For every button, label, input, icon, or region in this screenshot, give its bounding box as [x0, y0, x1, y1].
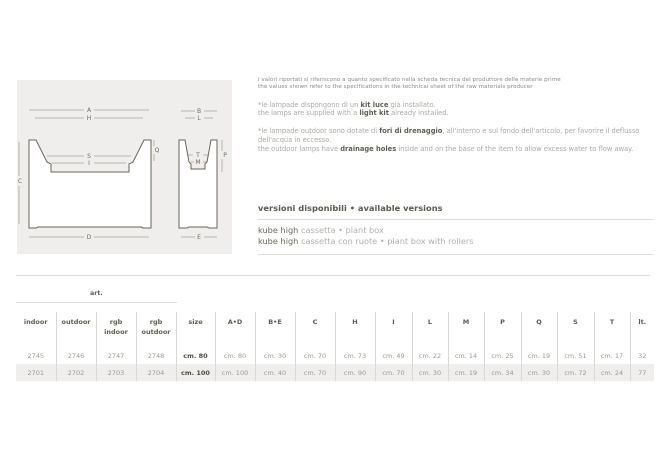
cell: cm. 72 [557, 364, 594, 381]
kit-it-text-end: già installato. [388, 100, 436, 109]
cell: cm. 70 [375, 364, 412, 381]
cell: 2745 [27, 351, 45, 360]
cell: cm. 40 [255, 364, 295, 381]
cell: cm. 70 [295, 347, 335, 364]
label-m: M [195, 159, 201, 166]
drain-en-bold: drainage holes [340, 144, 397, 153]
light-kit-note [258, 101, 653, 119]
header-lt: lt. [630, 312, 654, 347]
cell: cm. 24 [594, 364, 630, 381]
cell: cm. 22 [412, 347, 448, 364]
table-row [16, 347, 654, 364]
label-p: P [223, 152, 227, 159]
label-c: C [17, 178, 23, 185]
cell: cm. 100 [215, 364, 255, 381]
cell: cm. 51 [557, 347, 594, 364]
version-name: kube high [258, 225, 299, 235]
version-item [258, 236, 474, 247]
kit-en-bold: light kit [359, 109, 389, 118]
version-name: kube high [258, 236, 299, 246]
spec-table [16, 312, 654, 381]
kit-it-bold: kit luce [360, 100, 389, 109]
cell: cm. 73 [335, 347, 375, 364]
header-c: C [295, 312, 335, 347]
cell: 2748 [136, 347, 176, 364]
header-t: T [594, 312, 630, 347]
cell: cm. 17 [594, 347, 630, 364]
cell: cm. 30 [521, 364, 557, 381]
header-h: H [335, 312, 375, 347]
cell: cm. 19 [521, 347, 557, 364]
label-i: I [88, 160, 90, 167]
cell-size: cm. 80 [176, 347, 215, 364]
versions-title: versioni disponibili • available versions [258, 203, 443, 213]
divider [16, 275, 650, 276]
cell: cm. 70 [295, 364, 335, 381]
label-q: Q [154, 147, 160, 154]
cell: cm. 80 [215, 347, 255, 364]
divider [16, 302, 177, 303]
cell: cm. 14 [448, 347, 484, 364]
art-label: art. [90, 290, 103, 297]
cell: cm. 30 [255, 347, 295, 364]
header-rgb-indoor: rgb indoor [96, 312, 136, 347]
divider [258, 219, 653, 220]
cell: 2704 [136, 364, 176, 381]
cell: cm. 90 [335, 364, 375, 381]
header-l: L [412, 312, 448, 347]
cell: cm. 19 [448, 364, 484, 381]
version-item [258, 225, 474, 236]
cell: 2747 [96, 347, 136, 364]
header-b-e: B•E [255, 312, 295, 347]
drain-en-text-end: inside and on the base of the item to allow excess water to flow away. [396, 144, 634, 153]
kit-en-text: the lamps are supplied with a [258, 109, 360, 118]
drain-it-text: *le lampade outdoor sono dotate di [258, 127, 380, 136]
divider [258, 254, 653, 255]
header-i: I [375, 312, 412, 347]
notes-block [258, 77, 653, 154]
dimension-drawing [17, 80, 232, 254]
cell: 2701 [16, 364, 56, 381]
cell: 2746 [56, 347, 96, 364]
cell: 2702 [56, 364, 96, 381]
label-a: A [86, 107, 92, 114]
label-e: E [197, 234, 201, 241]
version-desc: cassetta • plant box [298, 225, 384, 235]
materials-note-en: the values shown refer to the specifications in the technical sheet of the raw materials producer [258, 84, 533, 91]
cell: 2703 [96, 364, 136, 381]
drain-it-text-end: , all'interno e sul fondo dell'articolo, per favorire il deflusso dell'acqua in eccesso. [258, 127, 640, 144]
drain-en-text: the outdoor lamps have [258, 144, 341, 153]
cell: cm. 49 [375, 347, 412, 364]
header-size: size [176, 312, 215, 347]
versions-list [258, 225, 474, 247]
cell: 77 [630, 364, 654, 381]
kit-en-text-end: already installed. [388, 109, 449, 118]
materials-note-it: i valori riportati si riferiscono a quanto specificato nella scheda tecnica del produttore delle materie prime [258, 77, 561, 83]
header-m: M [448, 312, 484, 347]
drainage-note [258, 127, 653, 153]
label-h: H [86, 115, 92, 122]
cell: cm. 25 [484, 347, 521, 364]
header-s: S [557, 312, 594, 347]
cell: cm. 34 [484, 364, 521, 381]
header-rgb-outdoor: rgb outdoor [136, 312, 176, 347]
header-outdoor: outdoor [56, 312, 96, 347]
label-s: S [87, 153, 91, 160]
label-d: D [86, 234, 92, 241]
table-row [16, 364, 654, 381]
header-a-d: A•D [215, 312, 255, 347]
version-desc: cassetta con ruote • plant box with rollers [298, 236, 474, 246]
label-l: L [197, 115, 201, 122]
label-b: B [196, 108, 202, 115]
header-indoor: indoor [23, 318, 48, 326]
cell-size: cm. 100 [176, 364, 215, 381]
table-header-row [16, 312, 654, 347]
dimension-diagram [17, 80, 232, 254]
label-t: T [196, 152, 200, 159]
header-q: Q [521, 312, 557, 347]
cell: 32 [630, 347, 654, 364]
cell: cm. 30 [412, 364, 448, 381]
kit-it-text: *le lampade dispongono di un [258, 100, 361, 109]
drain-it-bold: fori di drenaggio [379, 127, 443, 136]
header-p: P [484, 312, 521, 347]
